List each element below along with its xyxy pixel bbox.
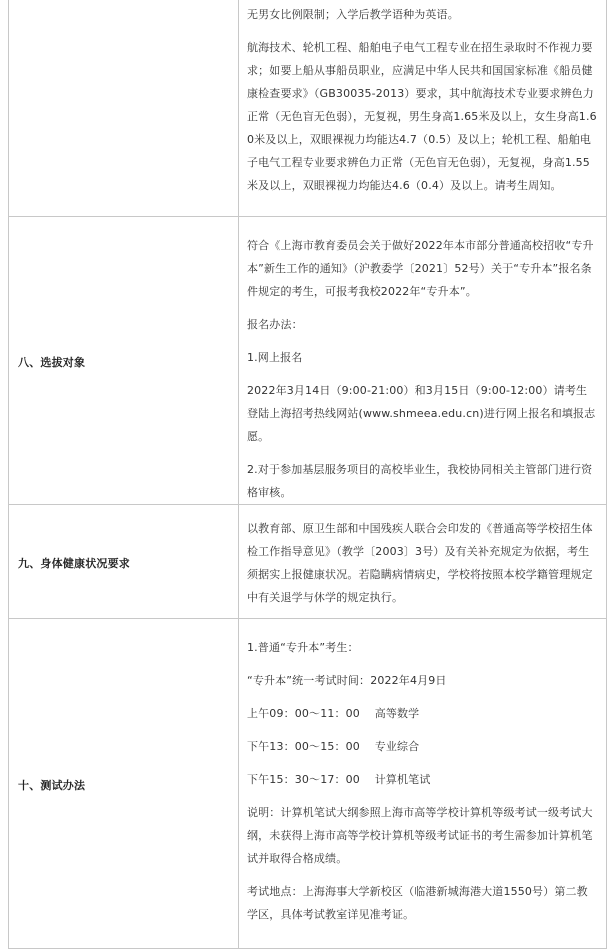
row-content-cell (239, 505, 607, 619)
table-row-test-method (9, 619, 607, 949)
paragraph: 下午13：00～15：00 专业综合 (247, 740, 420, 753)
row-content-cell (239, 217, 607, 505)
admission-rules-table (8, 0, 607, 949)
row-label: 十、测试办法 (18, 779, 86, 792)
table-row-health-requirements (9, 505, 607, 619)
paragraph: 航海技术、轮机工程、船舶电子电气工程专业在招生录取时不作视力要求；如要上船从事船员职业，应满足中华人民共和国国家标准《船员健康检查要求》（GB30035-2013）要求，其中航海技术专业要求辨色力正常（无色盲无色弱），无复视，男生身高1.65米及以上，女生身高1.60米及以上，双眼裸视力均能达4.7（0.5）及以上；轮机工程、船舶电子电气工程专业要求辨色力正常（无色盲无色弱），无复视，身高1.55米及以上，双眼裸视力均能达4.6（0.4）及以上。请考生周知。 (247, 41, 597, 192)
paragraph: “专升本”统一考试时间：2022年4月9日 (247, 674, 447, 687)
table-row-language-vision (9, 0, 607, 217)
row-label-cell (9, 505, 239, 619)
row-label-cell (9, 217, 239, 505)
paragraph: 考试地点：上海海事大学新校区（临港新城海港大道1550号）第二教学区，具体考试教室详见准考证。 (247, 885, 588, 921)
paragraph: 说明：计算机笔试大纲参照上海市高等学校计算机等级考试一级考试大纲，未获得上海市高等学校计算机等级考试证书的考生需参加计算机笔试并取得合格成绩。 (247, 806, 593, 865)
paragraph: 下午15：30～17：00 计算机笔试 (247, 773, 431, 786)
row-label: 八、选拔对象 (18, 356, 86, 369)
row-label-cell (9, 0, 239, 217)
row-content-cell (239, 619, 607, 949)
paragraph: 上午09：00～11：00 高等数学 (247, 707, 420, 720)
paragraph: 报名办法： (247, 318, 303, 331)
paragraph: 以教育部、原卫生部和中国残疾人联合会印发的《普通高等学校招生体检工作指导意见》（教学〔2003〕3号）及有关补充规定为依据，考生须据实上报健康状况。若隐瞒病情病史，学校将按照本校学籍管理规定中有关退学与休学的规定执行。 (247, 522, 593, 604)
paragraph: 符合《上海市教育委员会关于做好2022年本市部分普通高校招收“专升本”新生工作的通知》（沪教委学〔2021〕52号）关于“专升本”报名条件规定的考生，可报考我校2022年“专升本”。 (247, 239, 594, 298)
table-row-selection-target (9, 217, 607, 505)
paragraph: 2.对于参加基层服务项目的高校毕业生，我校协同相关主管部门进行资格审核。 (247, 463, 593, 499)
paragraph: 2022年3月14日（9:00-21:00）和3月15日（9:00-12:00）请考生登陆上海招考热线网站(www.shmeea.edu.cn)进行网上报名和填报志愿。 (247, 384, 596, 443)
row-label: 九、身体健康状况要求 (18, 557, 130, 570)
paragraph: 1.普通“专升本”考生： (247, 641, 359, 654)
row-label-cell (9, 619, 239, 949)
row-content-cell (239, 0, 607, 217)
paragraph: 无男女比例限制；入学后教学语种为英语。 (247, 8, 459, 21)
paragraph: 1.网上报名 (247, 351, 303, 364)
